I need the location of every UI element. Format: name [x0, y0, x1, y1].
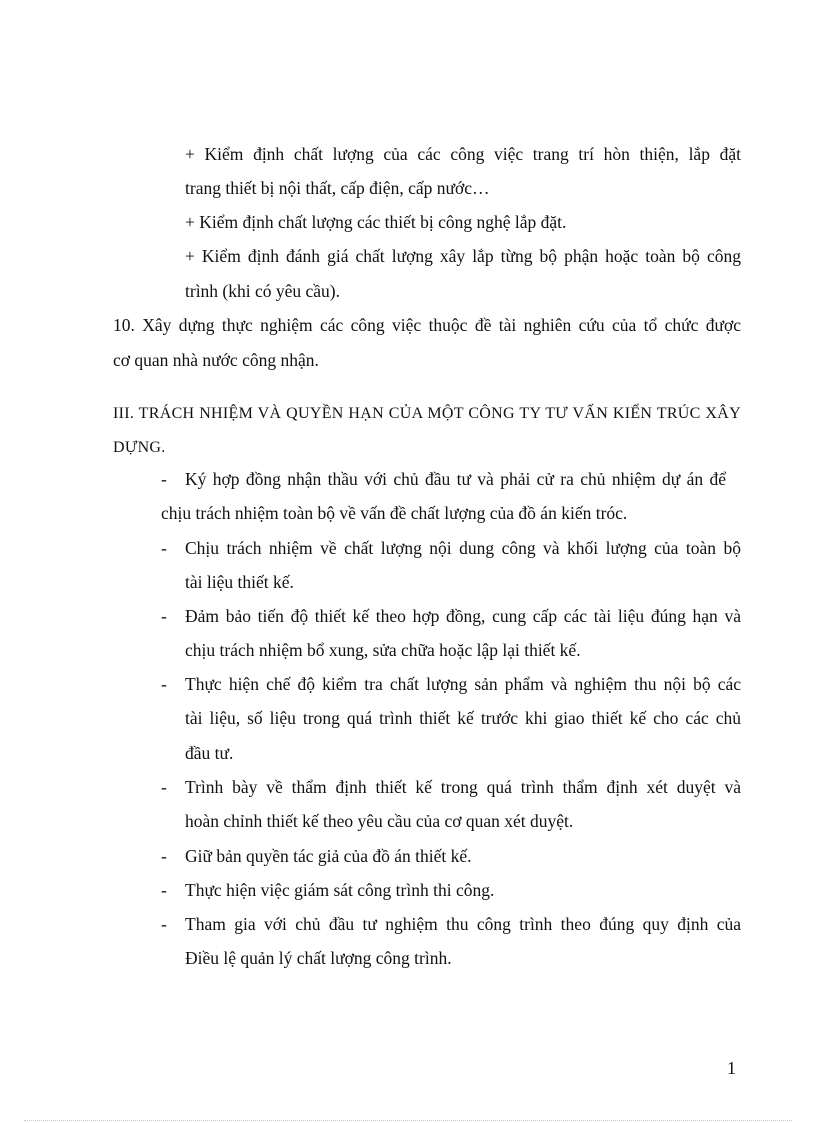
page-number: 1: [727, 1058, 736, 1078]
inspection-item-3-line-2: trình (khi có yêu cầu).: [185, 281, 341, 301]
bullet-marker: -: [161, 606, 167, 626]
bullet-5-line-2: hoàn chỉnh thiết kế theo yêu cầu của cơ quan xét duyệt.: [185, 811, 574, 831]
bullet-marker: -: [161, 880, 167, 900]
bullet-6: Giữ bản quyền tác giả của đồ án thiết kế.: [185, 846, 472, 866]
bullet-marker: -: [161, 846, 167, 866]
bullet-1-line-2: chịu trách nhiệm toàn bộ về vấn đề chất lượng của đồ án kiến tróc.: [161, 503, 628, 523]
bullet-2-line-1: Chịu trách nhiệm về chất lượng nội dung công và khối lượng của toàn bộ: [185, 538, 741, 558]
bullet-1-line-1: Ký hợp đồng nhận thầu với chủ đầu tư và phải cử ra chủ nhiệm dự án để: [185, 469, 726, 489]
inspection-item-1-line-2: trang thiết bị nội thất, cấp điện, cấp nước…: [185, 178, 490, 198]
bullet-4-line-2: tài liệu, số liệu trong quá trình thiết kế trước khi giao thiết kế cho các chủ: [185, 708, 741, 728]
bullet-3-line-1: Đảm bảo tiến độ thiết kế theo hợp đồng, cung cấp các tài liệu đúng hạn và: [185, 606, 741, 626]
inspection-item-1-line-1: + Kiểm định chất lượng của các công việc trang trí hòn thiện, lắp đặt: [185, 144, 741, 164]
bullet-8-line-1: Tham gia với chủ đầu tư nghiệm thu công trình theo đúng quy định của: [185, 914, 741, 934]
section-heading-line-1: III. TRÁCH NHIỆM VÀ QUYỀN HẠN CỦA MỘT CÔNG TY TƯ VẤN KIẾN TRÚC XÂY: [113, 405, 741, 422]
bullet-3-line-2: chịu trách nhiệm bổ xung, sửa chữa hoặc lập lại thiết kế.: [185, 640, 581, 660]
item-10-line-2: cơ quan nhà nước công nhận.: [113, 350, 319, 370]
bullet-marker: -: [161, 777, 167, 797]
bullet-7: Thực hiện việc giám sát công trình thi công.: [185, 880, 495, 900]
page-bottom-divider: [24, 1120, 792, 1121]
bullet-8-line-2: Điều lệ quản lý chất lượng công trình.: [185, 948, 452, 968]
bullet-marker: -: [161, 538, 167, 558]
inspection-item-2: + Kiểm định chất lượng các thiết bị công nghệ lắp đặt.: [185, 212, 567, 232]
bullet-marker: -: [161, 674, 167, 694]
section-heading-line-2: DỰNG.: [113, 439, 166, 456]
inspection-item-3-line-1: + Kiểm định đánh giá chất lượng xây lắp từng bộ phận hoặc toàn bộ công: [185, 246, 741, 266]
item-10-line-1: 10. Xây dựng thực nghiệm các công việc thuộc đề tài nghiên cứu của tổ chức được: [113, 315, 741, 335]
bullet-marker: -: [161, 469, 167, 489]
bullet-5-line-1: Trình bày về thẩm định thiết kế trong quá trình thẩm định xét duyệt và: [185, 777, 741, 797]
bullet-marker: -: [161, 914, 167, 934]
bullet-4-line-3: đầu tư.: [185, 743, 234, 763]
bullet-2-line-2: tài liệu thiết kế.: [185, 572, 294, 592]
bullet-4-line-1: Thực hiện chế độ kiểm tra chất lượng sản phẩm và nghiệm thu nội bộ các: [185, 674, 741, 694]
